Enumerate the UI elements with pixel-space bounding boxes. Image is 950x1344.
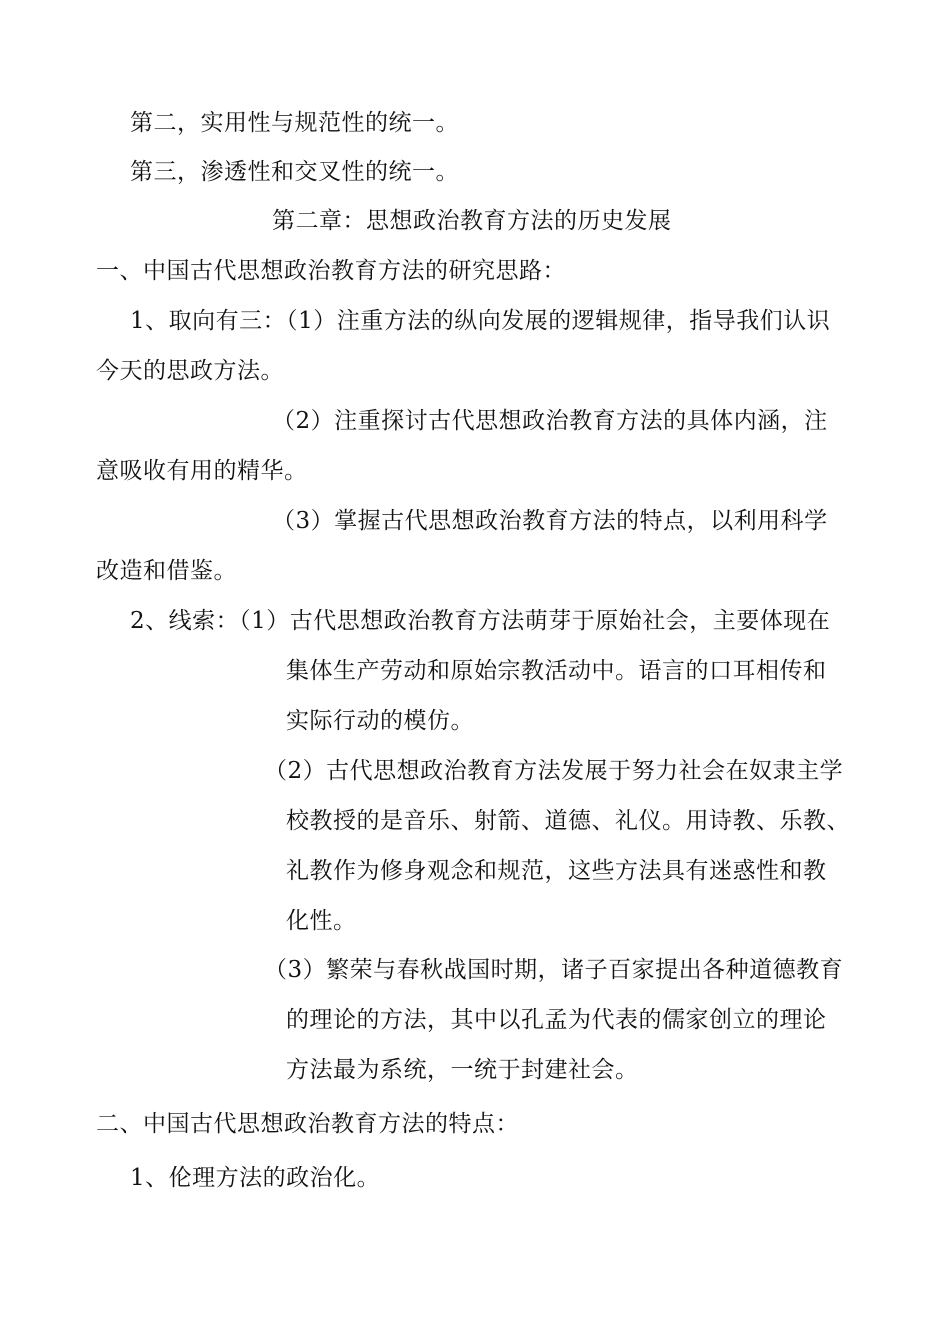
text-line-1: 第二，实用性与规范性的统一。	[130, 110, 459, 136]
text-line-8: 意吸收有用的精华。	[96, 458, 308, 484]
text-line-9: （3）掌握古代思想政治教育方法的特点，以利用科学	[272, 508, 828, 534]
text-line-22: 1、伦理方法的政治化。	[130, 1165, 381, 1191]
text-line-2: 第三，渗透性和交叉性的统一。	[130, 159, 459, 185]
section-heading-1: 一、中国古代思想政治教育方法的研究思路：	[96, 258, 566, 284]
text-line-6: 今天的思政方法。	[96, 358, 284, 384]
text-line-11: 2、线索：（1）古代思想政治教育方法萌芽于原始社会，主要体现在	[130, 608, 831, 634]
text-line-18: （3）繁荣与春秋战国时期，诸子百家提出各种道德教育	[264, 957, 844, 983]
text-line-15: 校教授的是音乐、射箭、道德、礼仪。用诗教、乐教、	[286, 808, 850, 834]
text-line-14: （2）古代思想政治教育方法发展于努力社会在奴隶主学	[264, 758, 844, 784]
text-line-17: 化性。	[286, 908, 357, 934]
text-line-20: 方法最为系统，一统于封建社会。	[286, 1057, 639, 1083]
chapter-heading: 第二章：思想政治教育方法的历史发展	[272, 208, 672, 234]
section-heading-2: 二、中国古代思想政治教育方法的特点：	[96, 1111, 519, 1137]
text-line-16: 礼教作为修身观念和规范，这些方法具有迷惑性和教	[286, 858, 827, 884]
text-line-5: 1、取向有三：（1）注重方法的纵向发展的逻辑规律，指导我们认识	[130, 308, 831, 334]
text-line-13: 实际行动的模仿。	[286, 708, 474, 734]
text-line-7: （2）注重探讨古代思想政治教育方法的具体内涵，注	[272, 408, 828, 434]
text-line-12: 集体生产劳动和原始宗教活动中。语言的口耳相传和	[286, 658, 827, 684]
text-line-10: 改造和借鉴。	[96, 558, 237, 584]
text-line-19: 的理论的方法，其中以孔孟为代表的儒家创立的理论	[286, 1007, 827, 1033]
